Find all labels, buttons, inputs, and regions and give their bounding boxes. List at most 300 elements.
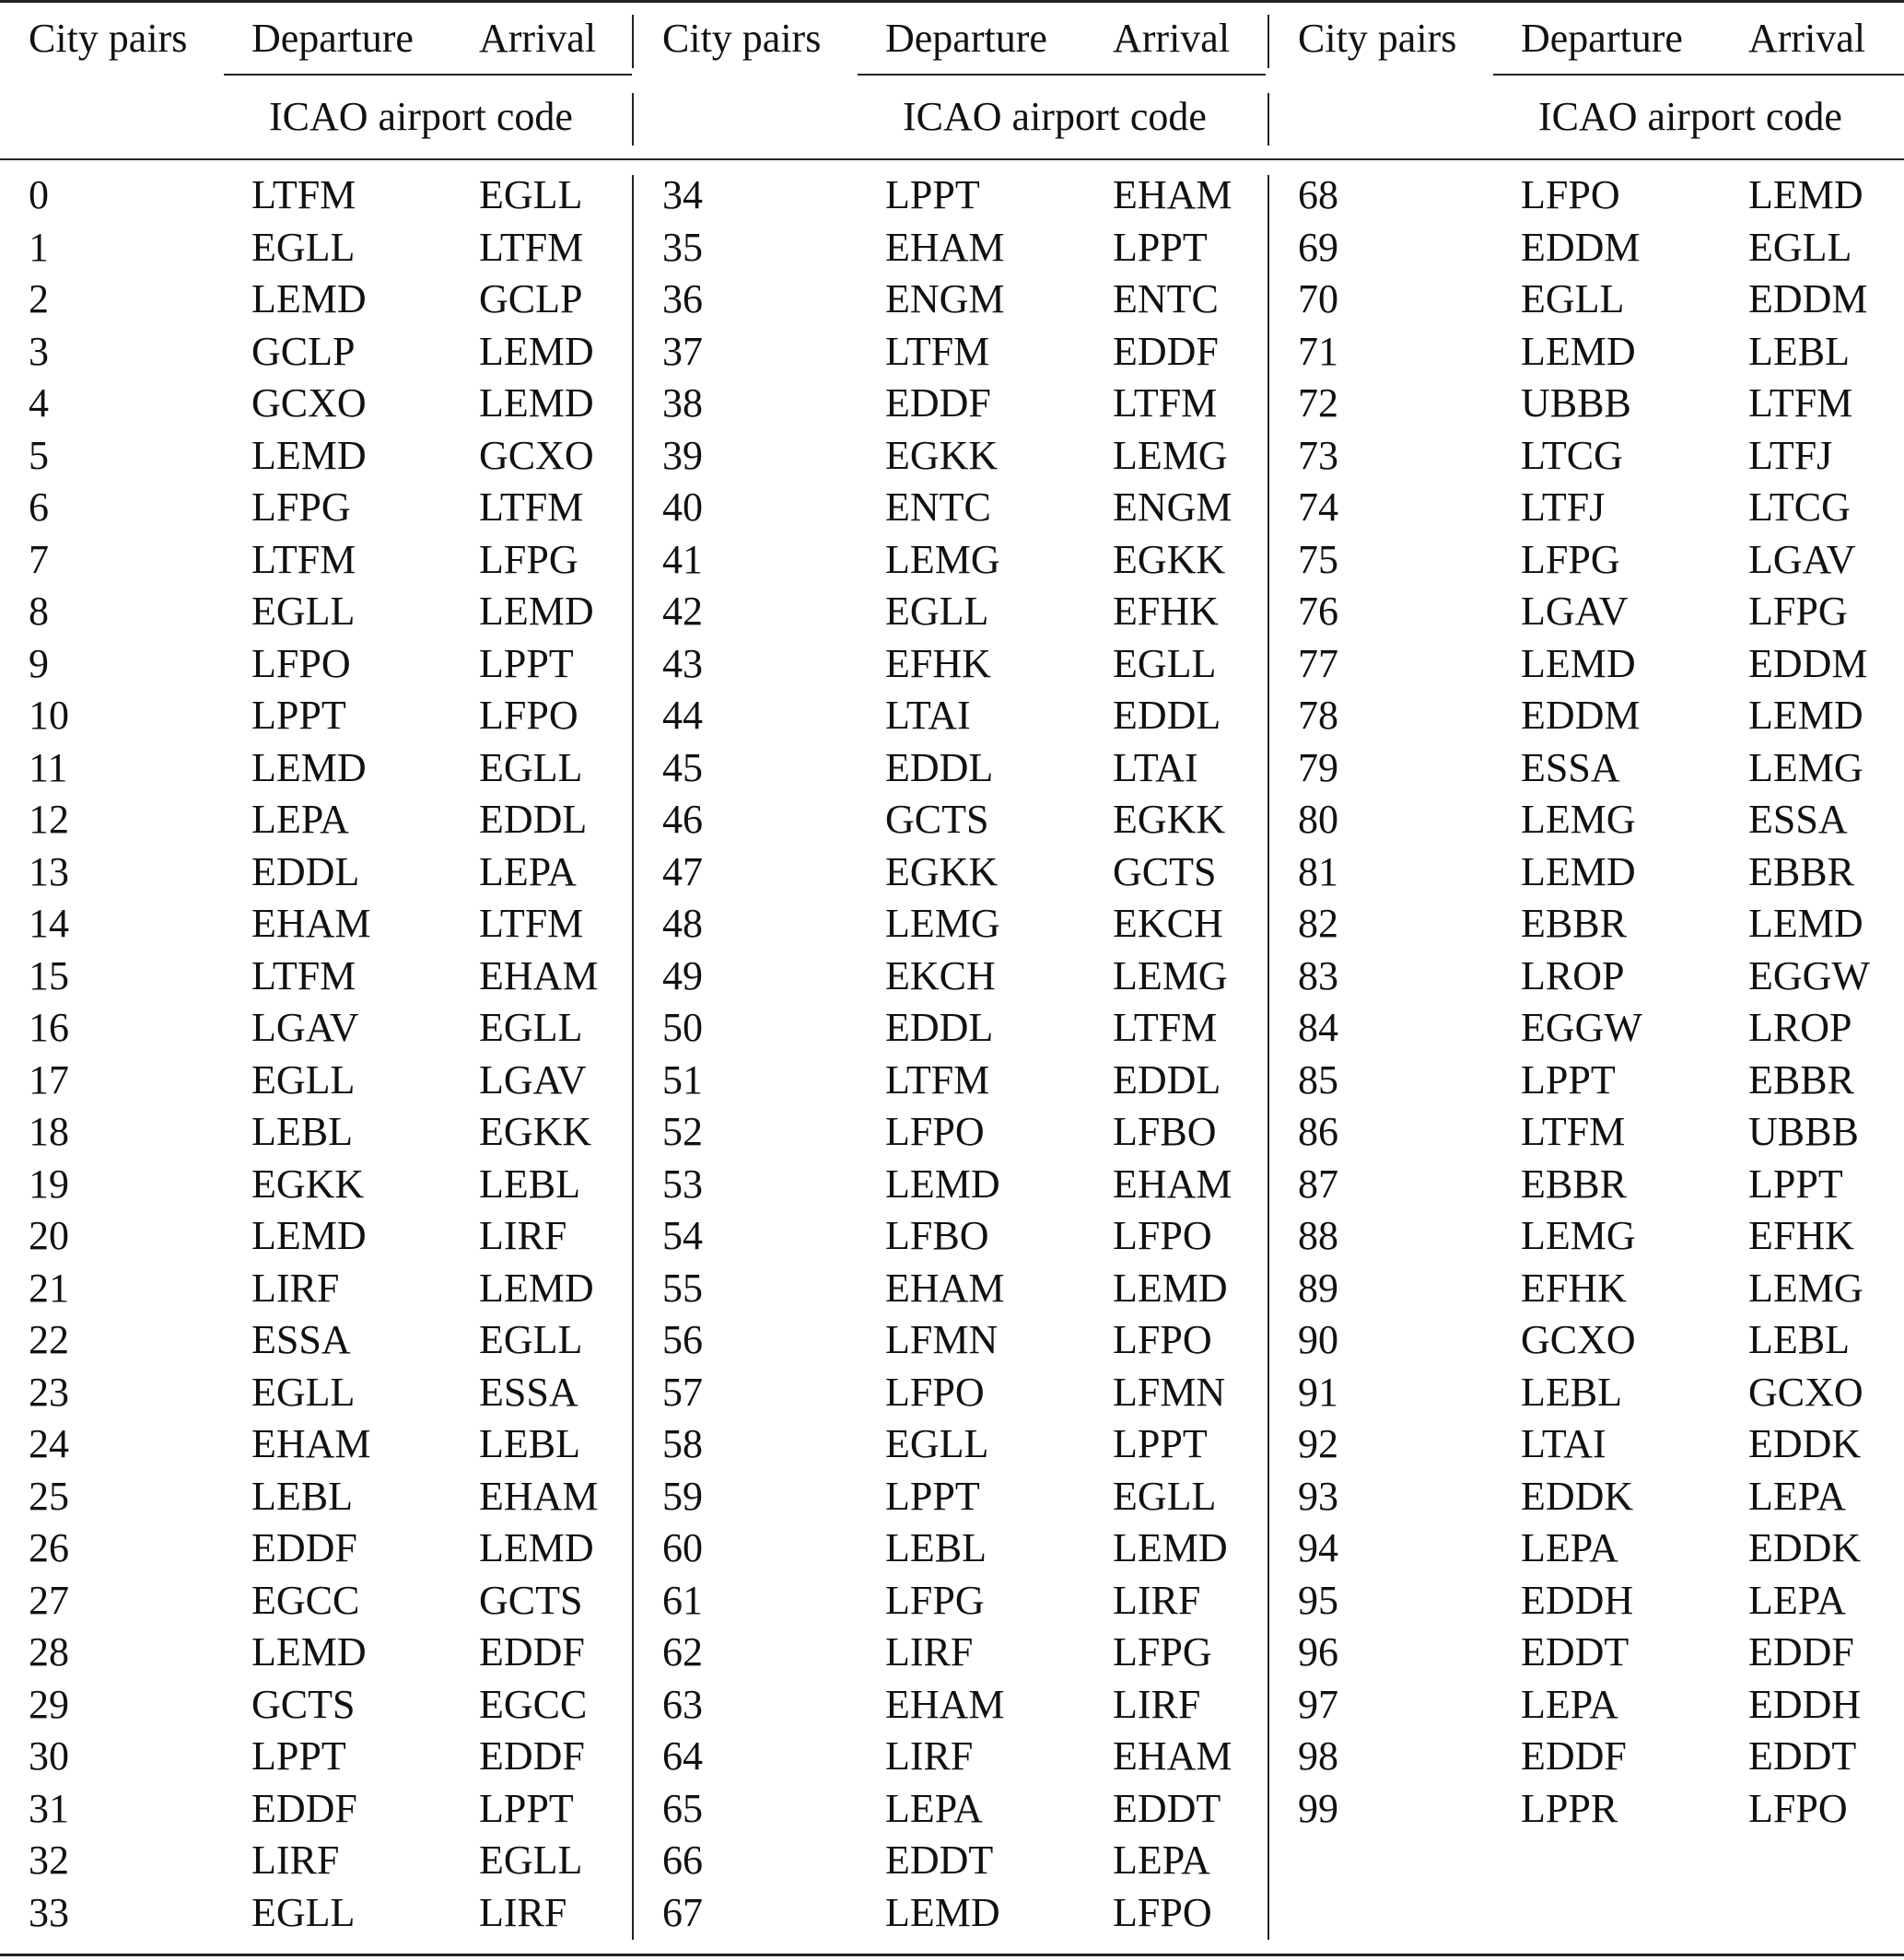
city-pair-index: 28 [29,1629,69,1674]
city-pair-index: 43 [662,640,703,686]
arrival-code: EFHK [1748,1213,1854,1258]
city-pair-index: 82 [1298,901,1338,946]
table-row [0,1785,632,1841]
city-pair-index: 77 [1298,640,1338,686]
arrival-code: LEMD [1113,1265,1228,1311]
departure-code: EGGW [1521,1005,1642,1050]
table-row [1269,1109,1904,1164]
city-pair-index: 5 [29,432,49,478]
city-pair-index: 76 [1298,589,1338,634]
table-body [1269,172,1904,1840]
arrival-code: GCXO [479,432,594,478]
city-pair-index: 24 [29,1421,69,1466]
table-row [1269,1056,1904,1113]
table-row [1269,1161,1904,1217]
city-pair-index: 2 [29,276,49,321]
city-pair-index: 66 [662,1838,703,1883]
city-pair-index: 88 [1298,1213,1338,1258]
city-pair-index: 63 [662,1681,703,1727]
city-pair-index: 30 [29,1733,69,1779]
arrival-code: LTFM [479,484,584,530]
departure-code: LEBL [1521,1369,1622,1415]
header-arrival: Arrival [479,16,597,61]
table-row [0,744,632,800]
city-pair-index: 52 [662,1109,703,1154]
city-pair-index: 25 [29,1473,69,1519]
arrival-code: LFPG [479,536,578,582]
arrival-code: LEMD [479,589,594,634]
table-row [634,328,1267,384]
city-pair-index: 54 [662,1213,703,1258]
table-row [1269,276,1904,332]
departure-code: LEMD [885,1161,1000,1207]
table-body [0,172,632,1944]
departure-code: LEBL [251,1473,353,1519]
city-pair-index: 55 [662,1265,703,1311]
table-row [0,484,632,540]
city-pair-index: 37 [662,328,703,374]
departure-code: GCTS [885,797,989,842]
departure-code: LPPT [885,172,980,217]
arrival-code: LEMD [479,328,594,374]
table-row [0,1525,632,1581]
arrival-code: ENGM [1113,484,1232,530]
city-pair-index: 1 [29,224,49,270]
arrival-code: LIRF [479,1889,567,1935]
arrival-code: GCLP [479,276,583,321]
arrival-code: EFHK [1113,589,1219,634]
departure-code: LPPT [251,693,346,738]
table-row [634,591,1267,644]
table-row [0,1056,632,1113]
departure-code: EHAM [251,1421,371,1466]
arrival-code: EGLL [479,172,583,217]
table-row [634,1525,1267,1581]
city-pair-index: 0 [29,172,49,217]
city-pair-index: 33 [29,1889,69,1935]
departure-code: EGLL [251,1056,356,1102]
arrival-code: LEPA [1113,1838,1210,1883]
table-row [1269,640,1904,696]
city-pair-index: 60 [662,1525,703,1570]
arrival-code: EGLL [479,1005,583,1050]
city-pair-index: 92 [1298,1421,1338,1466]
city-pair-index: 86 [1298,1109,1338,1154]
departure-code: LEMD [251,744,367,790]
departure-code: EHAM [885,224,1005,270]
departure-code: LEMD [251,1629,367,1674]
arrival-code: LEBL [479,1161,580,1207]
table-row [0,224,632,280]
departure-code: EDDM [1521,224,1641,270]
city-pair-index: 83 [1298,952,1338,998]
city-pair-index: 79 [1298,744,1338,790]
city-pair-index: 70 [1298,276,1338,321]
arrival-code: LTFM [1748,380,1853,426]
column-group-3 [1269,0,1904,1960]
arrival-code: LEMG [1113,432,1228,478]
departure-code: GCXO [251,380,367,426]
table-row [0,1889,632,1945]
table-row [1269,952,1904,1009]
departure-code: LEMD [251,276,367,321]
arrival-code: LEMG [1748,1265,1863,1311]
city-pair-index: 29 [29,1681,69,1727]
departure-code: LGAV [251,1005,359,1050]
arrival-code: EDDF [479,1629,585,1674]
arrival-code: LFPO [1113,1213,1212,1258]
header-departure: Departure [885,16,1047,61]
arrival-code: LFMN [1113,1369,1226,1415]
arrival-code: EGCC [479,1681,588,1727]
table-row [634,1473,1267,1529]
header-city-pairs: City pairs [1298,16,1457,61]
arrival-code: LFPO [1113,1889,1212,1935]
table-row [1269,328,1904,384]
table-row [634,1109,1267,1164]
table-row [0,1681,632,1737]
departure-code: LIRF [251,1838,340,1883]
departure-code: LEPA [1521,1525,1618,1570]
table-row [634,799,1267,852]
departure-code: EFHK [885,640,991,686]
arrival-code: LEPA [1748,1473,1846,1519]
table-row [1269,799,1904,852]
departure-code: UBBB [1521,380,1631,426]
city-pair-index: 87 [1298,1161,1338,1207]
table-row [634,432,1267,488]
departure-code: EDDL [885,1005,994,1050]
table-row [1269,1577,1904,1633]
table-row [634,1161,1267,1217]
table-row [0,695,632,748]
table-row [0,848,632,904]
city-pair-index: 89 [1298,1265,1338,1311]
arrival-code: EDDT [1113,1785,1221,1831]
departure-code: EKCH [885,952,996,998]
table-row [0,591,632,644]
arrival-code: EHAM [479,1473,599,1519]
arrival-code: LGAV [479,1056,587,1102]
departure-code: LEMD [1521,328,1636,374]
arrival-code: LEBL [1748,1317,1850,1362]
arrival-code: LFPO [479,693,578,738]
arrival-code: LEMG [1113,952,1228,998]
departure-code: EGCC [251,1577,360,1623]
departure-code: LEMG [1521,1213,1636,1258]
table-row [634,380,1267,436]
departure-code: LPPT [1521,1056,1616,1102]
departure-code: LEMD [1521,848,1636,894]
table-row [1269,1317,1904,1372]
arrival-code: LEMG [1748,744,1863,790]
city-pair-index: 36 [662,276,703,321]
arrival-code: LEPA [1748,1577,1846,1623]
arrival-code: LPPT [1113,224,1208,270]
table-row [1269,1473,1904,1529]
arrival-code: LTFJ [1748,432,1833,478]
city-pair-index: 3 [29,328,49,374]
table-row [634,1056,1267,1113]
table-row [0,1840,632,1893]
city-pair-index: 71 [1298,328,1338,374]
departure-code: LFMN [885,1317,999,1362]
column-group-2 [634,0,1267,1960]
city-pair-index: 42 [662,589,703,634]
table-row [1269,1213,1904,1268]
table-row [634,1005,1267,1060]
city-pair-index: 34 [662,172,703,217]
table-row [634,695,1267,748]
table-row [1269,695,1904,748]
arrival-code: LFPG [1748,589,1848,634]
arrival-code: LPPT [479,640,574,686]
arrival-code: EDDK [1748,1525,1862,1570]
arrival-code: LEMD [1748,901,1863,946]
table-row [0,1577,632,1633]
city-pair-index: 84 [1298,1005,1338,1050]
arrival-code: EDDF [1748,1629,1854,1674]
city-pair-index: 38 [662,380,703,426]
city-pair-index: 48 [662,901,703,946]
city-pair-index: 14 [29,901,69,946]
arrival-code: EKCH [1113,901,1223,946]
table-row [634,1317,1267,1372]
departure-code: LEMG [885,901,1000,946]
table-row [1269,1733,1904,1789]
table-row [634,1840,1267,1893]
city-pair-index: 53 [662,1161,703,1207]
city-pair-index: 64 [662,1733,703,1779]
arrival-code: EGLL [1113,1473,1217,1519]
table-row [634,276,1267,332]
header-arrival: Arrival [1113,16,1231,61]
departure-code: EDDT [1521,1629,1629,1674]
departure-code: LTFM [885,328,990,374]
city-pair-index: 4 [29,380,49,426]
arrival-code: EGLL [1113,640,1217,686]
header-departure: Departure [1521,16,1683,61]
departure-code: LTFM [251,536,356,582]
arrival-code: LPPT [1113,1421,1208,1466]
table-row [634,1213,1267,1268]
city-pair-index: 58 [662,1421,703,1466]
arrival-code: LFPO [1748,1785,1848,1831]
arrival-code: LTFM [1113,1005,1218,1050]
departure-code: LTFM [885,1056,990,1102]
column-group-1 [0,0,632,1960]
arrival-code: EGLL [479,1317,583,1362]
table-row [0,1421,632,1476]
table-row [0,1265,632,1321]
city-pair-index: 68 [1298,172,1338,217]
city-pair-index: 32 [29,1838,69,1883]
arrival-code: EDDM [1748,276,1868,321]
arrival-code: LEBL [479,1421,580,1466]
departure-code: EGLL [251,1889,356,1935]
city-pair-index: 50 [662,1005,703,1050]
departure-code: EGKK [251,1161,365,1207]
departure-code: LFPO [885,1109,985,1154]
table-row [634,224,1267,280]
table-row [634,1265,1267,1321]
table-row [0,952,632,1009]
arrival-code: EHAM [479,952,599,998]
arrival-code: EDDF [1113,328,1219,374]
city-pair-index: 56 [662,1317,703,1362]
departure-code: LTAI [1521,1421,1606,1466]
arrival-code: EHAM [1113,1161,1232,1207]
city-pair-index: 98 [1298,1733,1338,1779]
city-pair-index: 65 [662,1785,703,1831]
departure-code: LTFM [251,172,356,217]
departure-code: LROP [1521,952,1625,998]
city-pair-index: 13 [29,848,69,894]
city-pair-index: 61 [662,1577,703,1623]
table-row [1269,1629,1904,1685]
departure-code: LFBO [885,1213,989,1258]
city-pair-index: 73 [1298,432,1338,478]
arrival-code: EGKK [1113,536,1226,582]
group-header-underline [1493,74,1904,76]
arrival-code: ENTC [1113,276,1219,321]
departure-code: EDDL [251,848,360,894]
table-row [1269,744,1904,800]
table-row [634,848,1267,904]
city-pair-index: 17 [29,1056,69,1102]
departure-code: GCXO [1521,1317,1636,1362]
table-row [634,952,1267,1009]
departure-code: LTFM [251,952,356,998]
header-icao-airport-code: ICAO airport code [1538,94,1842,139]
departure-code: LEBL [251,1109,353,1154]
table-row [0,432,632,488]
city-pair-index: 74 [1298,484,1338,530]
arrival-code: LEMD [479,380,594,426]
city-pair-index: 26 [29,1525,69,1570]
departure-code: LEPA [1521,1681,1618,1727]
arrival-code: EBBR [1748,848,1854,894]
arrival-code: EHAM [1113,1733,1232,1779]
header-departure: Departure [251,16,414,61]
departure-code: LEMD [251,1213,367,1258]
city-pair-index: 46 [662,797,703,842]
departure-code: EFHK [1521,1265,1627,1311]
departure-code: LEMG [1521,797,1636,842]
header-city-pairs: City pairs [29,16,188,61]
table-row [0,1213,632,1268]
arrival-code: EGLL [479,1838,583,1883]
city-pair-index: 8 [29,589,49,634]
table-row [0,901,632,956]
group-header-underline [224,74,632,76]
table-row [0,328,632,384]
table-row [634,1369,1267,1425]
city-pair-index: 27 [29,1577,69,1623]
city-pair-index: 59 [662,1473,703,1519]
city-pair-index: 67 [662,1889,703,1935]
city-pair-index: 57 [662,1369,703,1415]
city-pair-index: 75 [1298,536,1338,582]
departure-code: EDDM [1521,693,1641,738]
departure-code: LPPT [885,1473,980,1519]
table-row [0,276,632,332]
arrival-code: LEMD [1748,172,1863,217]
city-pair-index: 85 [1298,1056,1338,1102]
group-header-underline [858,74,1266,76]
table-row [0,640,632,696]
table-row [634,1577,1267,1633]
departure-code: EHAM [885,1265,1005,1311]
table-row [1269,484,1904,540]
city-pair-index: 23 [29,1369,69,1415]
arrival-code: GCTS [1113,848,1217,894]
departure-code: LTFM [1521,1109,1626,1154]
departure-code: LFPG [251,484,351,530]
arrival-code: EGLL [1748,224,1852,270]
departure-code: LTFJ [1521,484,1606,530]
city-pair-index: 6 [29,484,49,530]
table-row [1269,848,1904,904]
city-pair-index: 15 [29,952,69,998]
city-pair-index: 7 [29,536,49,582]
arrival-code: LEMD [1748,693,1863,738]
city-pair-index: 21 [29,1265,69,1311]
city-pair-index: 97 [1298,1681,1338,1727]
departure-code: LIRF [885,1629,974,1674]
departure-code: LTCG [1521,432,1623,478]
arrival-code: EGLL [479,744,583,790]
city-pair-index: 19 [29,1161,69,1207]
table-row [1269,1005,1904,1060]
table-row [1269,536,1904,592]
table-row [634,536,1267,592]
arrival-code: LFBO [1113,1109,1217,1154]
departure-code: EBBR [1521,901,1627,946]
city-pair-index: 11 [29,744,68,790]
departure-code: EHAM [251,901,371,946]
departure-code: GCLP [251,328,356,374]
table-row [0,172,632,228]
header-city-pairs: City pairs [662,16,822,61]
city-pair-index: 72 [1298,380,1338,426]
departure-code: LFPO [251,640,351,686]
arrival-code: LEMD [1113,1525,1228,1570]
table-row [0,1629,632,1685]
departure-code: LTAI [885,693,971,738]
city-pair-index: 95 [1298,1577,1338,1623]
header-arrival: Arrival [1748,16,1866,61]
arrival-code: EDDF [479,1733,585,1779]
departure-code: LPPT [251,1733,346,1779]
table-row [0,799,632,852]
table-row [0,1317,632,1372]
table-row [1269,380,1904,436]
city-pair-index: 44 [662,693,703,738]
departure-code: ESSA [251,1317,351,1362]
arrival-code: EDDL [1113,1056,1221,1102]
departure-code: LFPG [1521,536,1620,582]
table-row [1269,172,1904,228]
departure-code: LEMD [885,1889,1000,1935]
departure-code: EGLL [251,1369,356,1415]
header-icao-airport-code: ICAO airport code [269,94,573,139]
departure-code: EBBR [1521,1161,1627,1207]
departure-code: ESSA [1521,744,1620,790]
city-pair-index: 93 [1298,1473,1338,1519]
table-row [0,1161,632,1217]
arrival-code: EDDT [1748,1733,1857,1779]
